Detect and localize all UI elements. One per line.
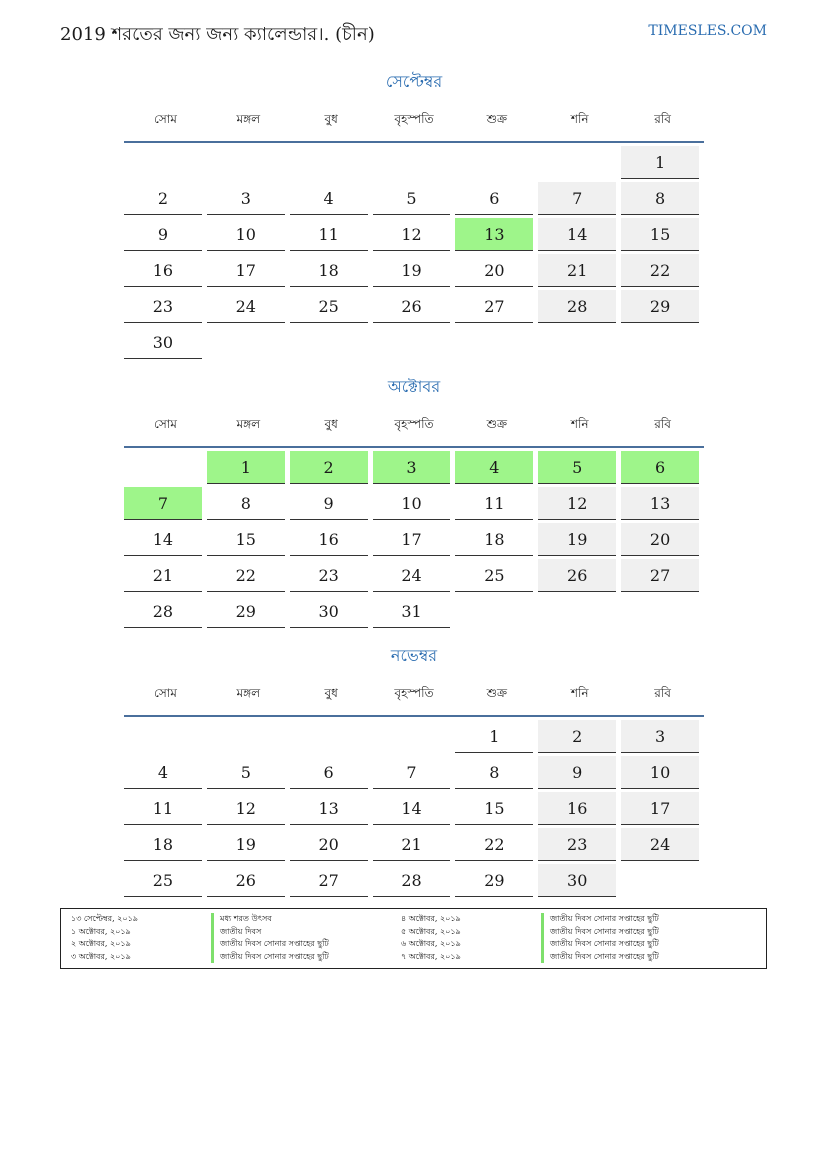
week-row xyxy=(124,487,704,523)
week-row xyxy=(124,756,704,792)
weekday-label: বুধ xyxy=(324,686,338,700)
legend-item xyxy=(71,913,401,926)
weekday-label: শুক্র xyxy=(486,417,508,431)
day-cell[interactable]: 11 xyxy=(290,218,368,251)
day-cell[interactable]: 1 xyxy=(455,720,533,753)
legend-item xyxy=(401,938,720,951)
legend-holiday-name: মধ্য শরত উৎসব xyxy=(211,913,390,926)
empty-day-cell xyxy=(290,720,368,753)
day-cell[interactable]: 12 xyxy=(538,487,616,520)
day-cell[interactable]: 10 xyxy=(207,218,285,251)
day-cell[interactable]: 26 xyxy=(538,559,616,592)
day-cell[interactable]: 9 xyxy=(538,756,616,789)
day-cell[interactable]: 24 xyxy=(207,290,285,323)
day-cell[interactable]: 10 xyxy=(373,487,451,520)
day-cell[interactable]: 25 xyxy=(124,864,202,897)
weekday-label: বুধ xyxy=(324,417,338,431)
month-title: অক্টোবর xyxy=(387,377,441,396)
month-october xyxy=(124,376,704,631)
day-cell[interactable]: 22 xyxy=(621,254,699,287)
day-cell[interactable]: 20 xyxy=(455,254,533,287)
weekday-label: সোম xyxy=(153,417,177,431)
legend-item xyxy=(71,926,401,939)
empty-day-cell xyxy=(207,146,285,179)
day-cell[interactable]: 29 xyxy=(621,290,699,323)
weekday-label: শনি xyxy=(570,112,589,126)
empty-day-cell xyxy=(538,326,616,359)
day-cell[interactable]: 4 xyxy=(455,451,533,484)
week-row xyxy=(124,146,704,182)
legend-item xyxy=(401,951,720,964)
weekday-label: রবি xyxy=(654,686,671,700)
weekday-label: মঙ্গল xyxy=(236,112,261,126)
month-title: সেপ্টেম্বর xyxy=(385,72,443,91)
day-cell[interactable]: 14 xyxy=(373,792,451,825)
day-cell[interactable]: 8 xyxy=(621,182,699,215)
day-cell[interactable]: 16 xyxy=(290,523,368,556)
day-cell[interactable]: 21 xyxy=(124,559,202,592)
day-cell[interactable]: 16 xyxy=(538,792,616,825)
weekday-label: বৃহস্পতি xyxy=(394,417,434,431)
day-cell[interactable]: 24 xyxy=(621,828,699,861)
week-row xyxy=(124,792,704,828)
day-cell[interactable]: 25 xyxy=(290,290,368,323)
day-cell[interactable]: 15 xyxy=(207,523,285,556)
empty-day-cell xyxy=(290,326,368,359)
page-title: 2019 শরতের জন্য জন্য ক্যালেন্ডার।. (চীন) xyxy=(60,24,375,45)
day-cell[interactable]: 30 xyxy=(290,595,368,628)
day-cell[interactable]: 15 xyxy=(455,792,533,825)
weekday-label: মঙ্গল xyxy=(236,686,261,700)
day-cell[interactable]: 10 xyxy=(621,756,699,789)
day-cell[interactable]: 18 xyxy=(455,523,533,556)
empty-day-cell xyxy=(124,720,202,753)
week-row xyxy=(124,290,704,326)
legend-holiday-name: জাতীয় দিবস সোনার সপ্তাহের ছুটি xyxy=(541,926,720,939)
week-row xyxy=(124,182,704,218)
day-cell[interactable]: 8 xyxy=(207,487,285,520)
day-cell[interactable]: 6 xyxy=(621,451,699,484)
day-cell[interactable]: 29 xyxy=(455,864,533,897)
weekday-label: রবি xyxy=(654,417,671,431)
legend-holiday-name: জাতীয় দিবস সোনার সপ্তাহের ছুটি xyxy=(211,951,390,964)
day-cell[interactable]: 17 xyxy=(373,523,451,556)
legend-column xyxy=(71,913,401,964)
empty-day-cell xyxy=(207,326,285,359)
legend-holiday-name: জাতীয় দিবস সোনার সপ্তাহের ছুটি xyxy=(541,913,720,926)
empty-day-cell xyxy=(124,451,202,484)
empty-day-cell xyxy=(373,720,451,753)
week-row xyxy=(124,864,704,900)
week-row xyxy=(124,828,704,864)
day-cell[interactable]: 13 xyxy=(455,218,533,251)
day-cell[interactable]: 25 xyxy=(455,559,533,592)
empty-day-cell xyxy=(538,146,616,179)
week-row xyxy=(124,559,704,595)
day-cell[interactable]: 6 xyxy=(290,756,368,789)
legend-holiday-name: জাতীয় দিবস সোনার সপ্তাহের ছুটি xyxy=(211,938,390,951)
day-cell[interactable]: 4 xyxy=(124,756,202,789)
legend-holiday-name: জাতীয় দিবস সোনার সপ্তাহের ছুটি xyxy=(541,938,720,951)
day-cell[interactable]: 23 xyxy=(124,290,202,323)
legend-item xyxy=(71,951,401,964)
empty-day-cell xyxy=(621,864,699,897)
weekday-label: মঙ্গল xyxy=(236,417,261,431)
legend-date: ৪ অক্টোবর, ২০১৯ xyxy=(401,914,461,923)
day-cell[interactable]: 17 xyxy=(207,254,285,287)
week-row xyxy=(124,254,704,290)
day-cell[interactable]: 14 xyxy=(124,523,202,556)
day-cell[interactable]: 4 xyxy=(290,182,368,215)
legend-date: ৫ অক্টোবর, ২০১৯ xyxy=(401,926,461,936)
day-cell[interactable]: 11 xyxy=(455,487,533,520)
week-row xyxy=(124,595,704,631)
day-cell[interactable]: 11 xyxy=(124,792,202,825)
day-cell[interactable]: 19 xyxy=(373,254,451,287)
weekday-header xyxy=(124,671,704,717)
day-cell[interactable]: 13 xyxy=(290,792,368,825)
legend-item xyxy=(401,913,720,926)
week-row xyxy=(124,218,704,254)
weekday-label: বৃহস্পতি xyxy=(394,112,434,126)
day-cell[interactable]: 28 xyxy=(373,864,451,897)
empty-day-cell xyxy=(455,146,533,179)
day-cell[interactable]: 1 xyxy=(207,451,285,484)
empty-day-cell xyxy=(621,326,699,359)
empty-day-cell xyxy=(290,146,368,179)
legend-date: ২ অক্টোবর, ২০১৯ xyxy=(71,939,131,948)
legend-date: ৬ অক্টোবর, ২০১৯ xyxy=(401,939,461,948)
day-cell[interactable]: 16 xyxy=(124,254,202,287)
empty-day-cell xyxy=(455,595,533,628)
day-cell[interactable]: 5 xyxy=(373,182,451,215)
day-cell[interactable]: 23 xyxy=(538,828,616,861)
day-cell[interactable]: 5 xyxy=(207,756,285,789)
weekday-label: রবি xyxy=(654,112,671,126)
day-cell[interactable]: 27 xyxy=(290,864,368,897)
empty-day-cell xyxy=(455,326,533,359)
month-november xyxy=(124,645,704,900)
weekday-label: বুধ xyxy=(324,112,338,126)
weekday-label: শুক্র xyxy=(486,112,508,126)
day-cell[interactable]: 27 xyxy=(455,290,533,323)
day-cell[interactable]: 23 xyxy=(290,559,368,592)
month-title: নভেম্বর xyxy=(390,646,438,665)
day-cell[interactable]: 31 xyxy=(373,595,451,628)
legend-item xyxy=(71,938,401,951)
weekday-header xyxy=(124,402,704,448)
empty-day-cell xyxy=(373,326,451,359)
legend-date: ৩ অক্টোবর, ২০১৯ xyxy=(71,951,131,961)
day-cell[interactable]: 19 xyxy=(538,523,616,556)
holiday-legend xyxy=(60,908,767,969)
day-cell[interactable]: 2 xyxy=(290,451,368,484)
day-cell[interactable]: 30 xyxy=(538,864,616,897)
day-cell[interactable]: 18 xyxy=(124,828,202,861)
day-cell[interactable]: 17 xyxy=(621,792,699,825)
day-cell[interactable]: 9 xyxy=(124,218,202,251)
day-cell[interactable]: 5 xyxy=(538,451,616,484)
day-cell[interactable]: 7 xyxy=(373,756,451,789)
legend-date: ৭ অক্টোবর, ২০১৯ xyxy=(401,951,461,961)
day-cell[interactable]: 3 xyxy=(373,451,451,484)
weekday-label: সোম xyxy=(153,686,177,700)
day-cell[interactable]: 18 xyxy=(290,254,368,287)
week-row xyxy=(124,451,704,487)
day-cell[interactable]: 28 xyxy=(538,290,616,323)
day-cell[interactable]: 26 xyxy=(207,864,285,897)
day-cell[interactable]: 3 xyxy=(207,182,285,215)
day-cell[interactable]: 24 xyxy=(373,559,451,592)
day-cell[interactable]: 26 xyxy=(373,290,451,323)
day-cell[interactable]: 3 xyxy=(621,720,699,753)
weekday-label: শুক্র xyxy=(486,686,508,700)
day-cell[interactable]: 13 xyxy=(621,487,699,520)
weekday-label: বৃহস্পতি xyxy=(394,686,434,700)
day-cell[interactable]: 8 xyxy=(455,756,533,789)
empty-day-cell xyxy=(124,146,202,179)
calendar-grid xyxy=(124,717,704,900)
weekday-label: শনি xyxy=(570,417,589,431)
day-cell[interactable]: 19 xyxy=(207,828,285,861)
day-cell[interactable]: 27 xyxy=(621,559,699,592)
legend-item xyxy=(401,926,720,939)
day-cell[interactable]: 21 xyxy=(373,828,451,861)
empty-day-cell xyxy=(373,146,451,179)
day-cell[interactable]: 7 xyxy=(124,487,202,520)
day-cell[interactable]: 30 xyxy=(124,326,202,359)
month-september xyxy=(124,71,704,362)
day-cell[interactable]: 9 xyxy=(290,487,368,520)
day-cell[interactable]: 29 xyxy=(207,595,285,628)
day-cell[interactable]: 20 xyxy=(621,523,699,556)
calendar-grid xyxy=(124,448,704,631)
day-cell[interactable]: 2 xyxy=(538,720,616,753)
day-cell[interactable]: 21 xyxy=(538,254,616,287)
weekday-label: শনি xyxy=(570,686,589,700)
weekday-header xyxy=(124,97,704,143)
day-cell[interactable]: 22 xyxy=(207,559,285,592)
empty-day-cell xyxy=(538,595,616,628)
site-link[interactable]: TIMESLES.COM xyxy=(648,23,767,39)
day-cell[interactable]: 14 xyxy=(538,218,616,251)
day-cell[interactable]: 22 xyxy=(455,828,533,861)
day-cell[interactable]: 20 xyxy=(290,828,368,861)
legend-column xyxy=(401,913,720,964)
legend-date: ১৩ সেপ্টেম্বর, ২০১৯ xyxy=(71,914,138,923)
legend-holiday-name: জাতীয় দিবস সোনার সপ্তাহের ছুটি xyxy=(541,951,720,964)
empty-day-cell xyxy=(207,720,285,753)
day-cell[interactable]: 12 xyxy=(373,218,451,251)
week-row xyxy=(124,326,704,362)
legend-date: ১ অক্টোবর, ২০১৯ xyxy=(71,926,131,936)
day-cell[interactable]: 2 xyxy=(124,182,202,215)
week-row xyxy=(124,720,704,756)
empty-day-cell xyxy=(621,595,699,628)
weekday-label: সোম xyxy=(153,112,177,126)
day-cell[interactable]: 7 xyxy=(538,182,616,215)
calendar-grid xyxy=(124,143,704,362)
day-cell[interactable]: 15 xyxy=(621,218,699,251)
legend-holiday-name: জাতীয় দিবস xyxy=(211,926,390,939)
week-row xyxy=(124,523,704,559)
day-cell[interactable]: 12 xyxy=(207,792,285,825)
day-cell[interactable]: 1 xyxy=(621,146,699,179)
day-cell[interactable]: 6 xyxy=(455,182,533,215)
day-cell[interactable]: 28 xyxy=(124,595,202,628)
